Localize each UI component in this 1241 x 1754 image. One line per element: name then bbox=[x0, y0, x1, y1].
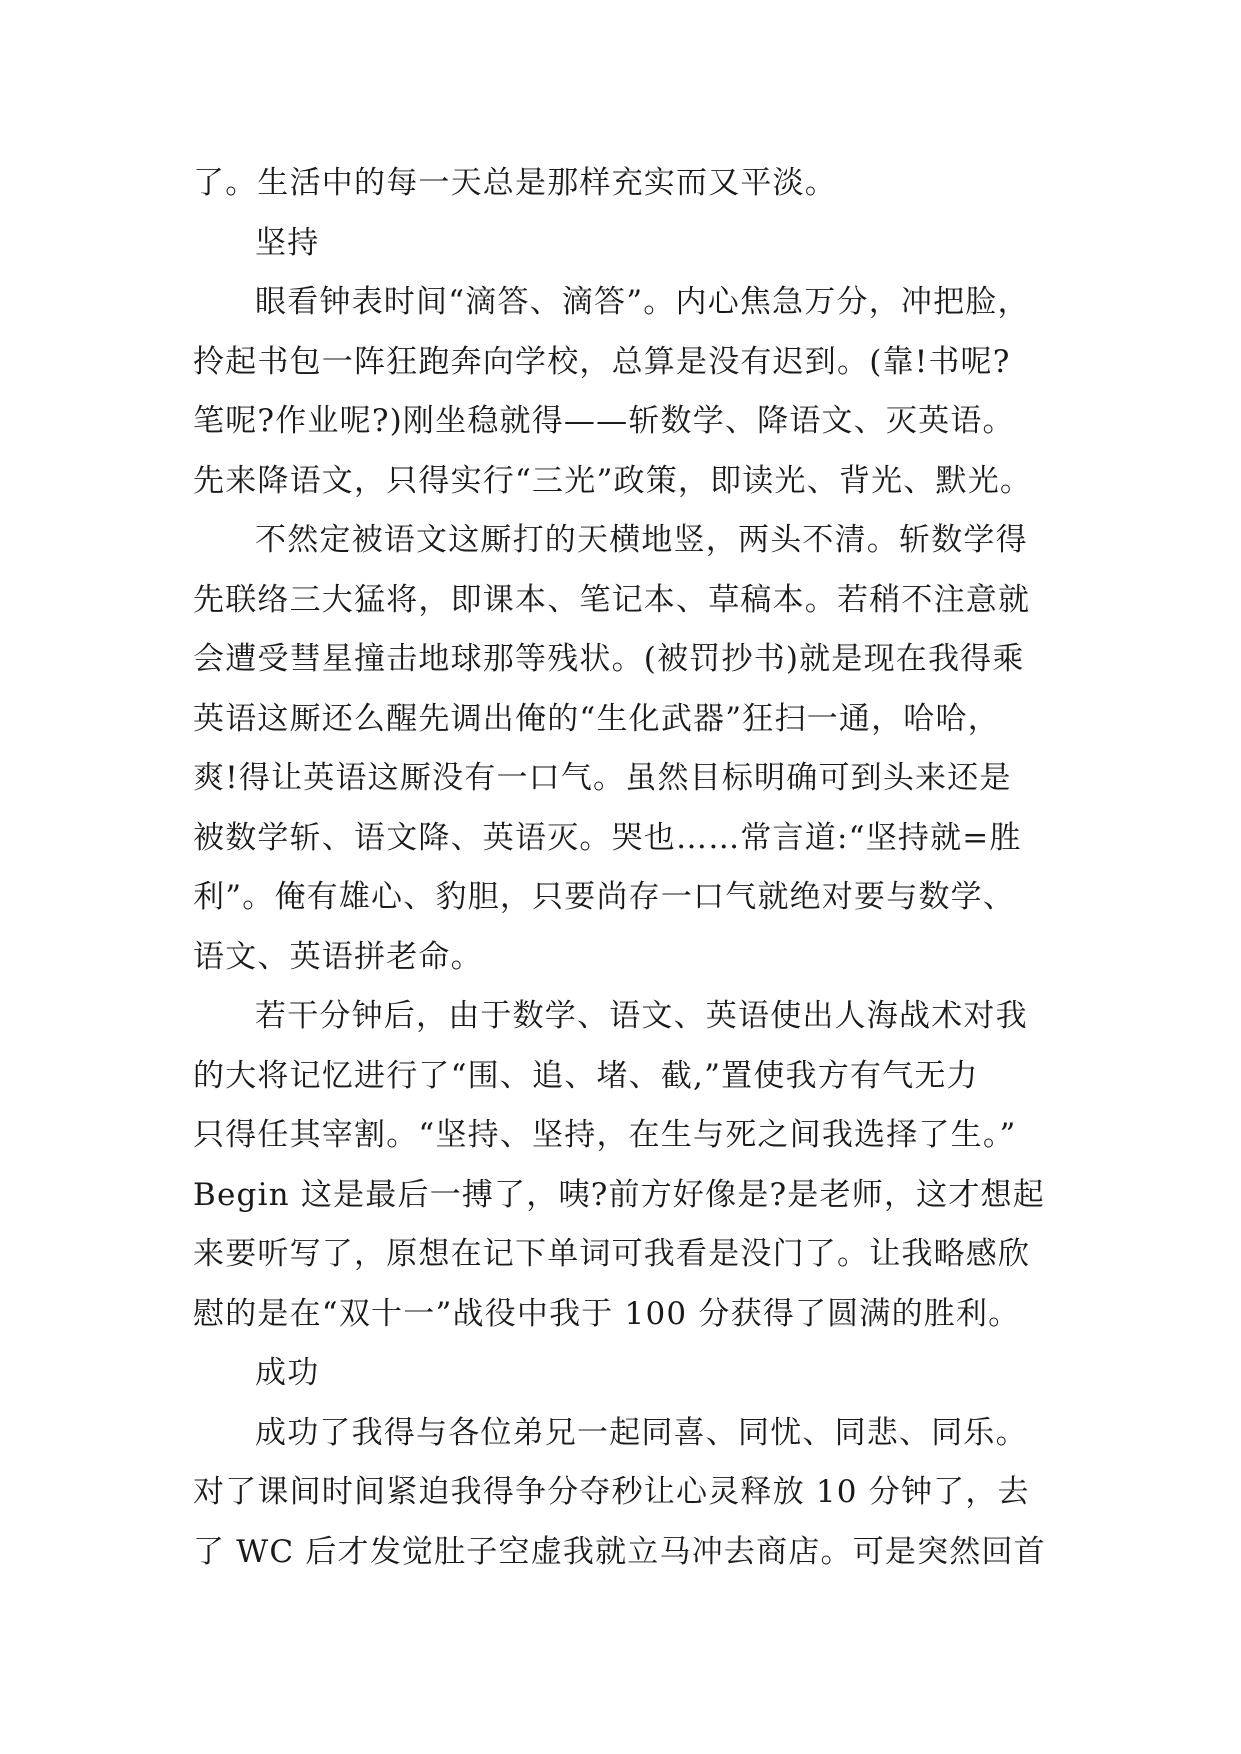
text-line: 眼看钟表时间“滴答、滴答”。内心焦急万分，冲把脸， bbox=[255, 284, 1030, 320]
text-line: 了。生活中的每一天总是那样充实而又平淡。 bbox=[193, 165, 837, 201]
text-line: 了 WC 后才发觉肚子空虚我就立马冲去商店。可是突然回首 bbox=[193, 1533, 1046, 1570]
text-line: 利”。俺有雄心、豹胆，只要尚存一口气就绝对要与数学、 bbox=[193, 879, 1016, 915]
text-line: 拎起书包一阵狂跑奔向学校，总算是没有迟到。(靠!书呢? bbox=[193, 343, 1011, 380]
section-heading: 成功 bbox=[255, 1355, 320, 1391]
text-line: 成功了我得与各位弟兄一起同喜、同忧、同悲、同乐。 bbox=[255, 1414, 1028, 1451]
text-line: 只得任其宰割。“坚持、坚持，在生与死之间我选择了生。” bbox=[193, 1117, 1017, 1153]
text-line: 会遭受彗星撞击地球那等残状。(被罚抄书)就是现在我得乘 bbox=[193, 641, 1025, 677]
text-line: 不然定被语文这厮打的天横地竖，两头不清。斩数学得 bbox=[255, 522, 1028, 558]
text-line: 慰的是在“双十一”战役中我于 100 分获得了圆满的胜利。 bbox=[193, 1295, 1021, 1332]
text-line: 对了课间时间紧迫我得争分夺秒让心灵释放 10 分钟了，去 bbox=[193, 1474, 1030, 1510]
text-line: 语文、英语拼老命。 bbox=[193, 938, 483, 975]
text-line: 爽!得让英语这厮没有一口气。虽然目标明确可到头来还是 bbox=[193, 760, 1012, 796]
text-line: 笔呢?作业呢?)刚坐稳就得——斩数学、降语文、灭英语。 bbox=[193, 403, 1015, 439]
text-line: 被数学斩、语文降、英语灭。哭也……常言道:“坚持就=胜 bbox=[193, 819, 1022, 856]
text-line: 的大将记忆进行了“围、追、堵、截,”置使我方有气无力 bbox=[193, 1057, 979, 1094]
text-line: 若干分钟后，由于数学、语文、英语使出人海战术对我 bbox=[255, 998, 1028, 1034]
text-line: 先来降语文，只得实行“三光”政策，即读光、背光、默光。 bbox=[193, 462, 1033, 499]
section-heading: 坚持 bbox=[255, 224, 320, 261]
text-line: 先联络三大猛将，即课本、笔记本、草稿本。若稍不注意就 bbox=[193, 581, 1031, 618]
text-line: 英语这厮还么醒先调出俺的“生化武器”狂扫一通，哈哈， bbox=[193, 700, 1000, 737]
body-text bbox=[193, 154, 1093, 1582]
text-line: Begin 这是最后一搏了，咦?前方好像是?是老师，这才想起 bbox=[193, 1176, 1045, 1213]
text-line: 来要听写了，原想在记下单词可我看是没门了。让我略感欣 bbox=[193, 1236, 1031, 1272]
